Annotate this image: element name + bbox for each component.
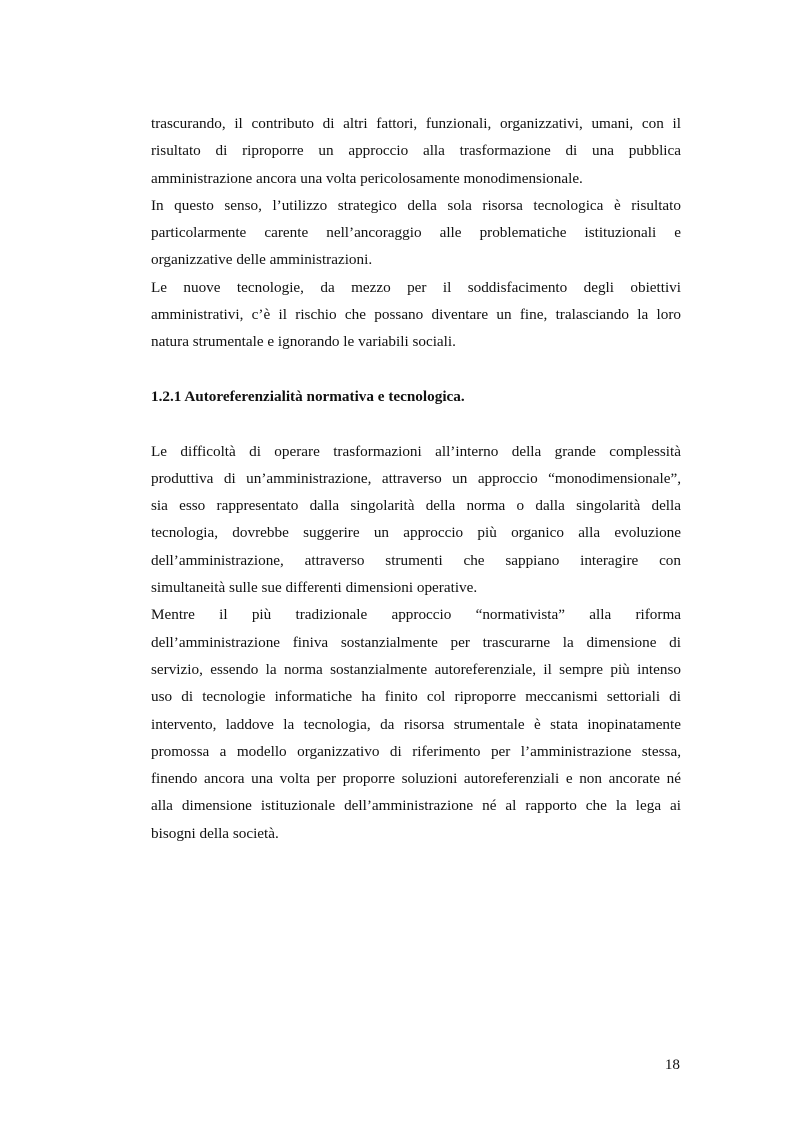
text-line: risultato di riproporre un approccio alla trasformazione di una pubblica xyxy=(151,142,681,160)
text-line: amministrazione ancora una volta pericolosamente monodimensionale. xyxy=(151,169,583,187)
text-line: simultaneità sulle sue differenti dimensioni operative. xyxy=(151,579,478,597)
text-line: produttiva di un’amministrazione, attraverso un approccio “monodimensionale”, xyxy=(151,469,681,487)
text-line: alla dimensione istituzionale dell’amministrazione né al rapporto che la lega ai xyxy=(151,797,681,815)
text-line: In questo senso, l’utilizzo strategico della sola risorsa tecnologica è risultato xyxy=(151,196,681,214)
paragraph xyxy=(151,438,681,602)
text-line: sia esso rappresentato dalla singolarità della norma o dalla singolarità della xyxy=(151,497,681,515)
text-line: tecnologia, dovrebbe suggerire un approccio più organico alla evoluzione xyxy=(151,524,681,542)
paragraph xyxy=(151,110,681,192)
text-line: intervento, laddove la tecnologia, da risorsa strumentale è stata inopinatamente xyxy=(151,715,681,733)
text-line: Le nuove tecnologie, da mezzo per il soddisfacimento degli obiettivi xyxy=(151,278,681,296)
section-heading: 1.2.1 Autoreferenzialità normativa e tecnologica. xyxy=(151,387,465,405)
spacer xyxy=(151,356,681,383)
spacer xyxy=(151,410,681,437)
text-line: amministrativi, c’è il rischio che possano diventare un fine, tralasciando la loro xyxy=(151,306,681,324)
text-line: servizio, essendo la norma sostanzialmente autoreferenziale, il sempre più intenso xyxy=(151,660,681,678)
paragraph xyxy=(151,274,681,356)
text-line: bisogni della società. xyxy=(151,824,279,842)
text-line: promossa a modello organizzativo di riferimento per l’amministrazione stessa, xyxy=(151,742,681,760)
page-number: 18 xyxy=(664,1056,680,1073)
text-line: finendo ancora una volta per proporre soluzioni autoreferenziali e non ancorate né xyxy=(151,770,681,788)
paragraph xyxy=(151,192,681,274)
paragraph xyxy=(151,601,681,847)
text-line: Le difficoltà di operare trasformazioni all’interno della grande complessità xyxy=(151,442,681,460)
text-line: dell’amministrazione, attraverso strumenti che sappiano interagire con xyxy=(151,551,681,569)
text-line: natura strumentale e ignorando le variabili sociali. xyxy=(151,333,456,351)
text-line: uso di tecnologie informatiche ha finito col riproporre meccanismi settoriali di xyxy=(151,688,681,706)
text-line: particolarmente carente nell’ancoraggio alle problematiche istituzionali e xyxy=(151,224,681,242)
text-line: dell’amministrazione finiva sostanzialmente per trascurarne la dimensione di xyxy=(151,633,681,651)
text-line: organizzative delle amministrazioni. xyxy=(151,251,373,269)
text-line: trascurando, il contributo di altri fattori, funzionali, organizzativi, umani, con il xyxy=(151,115,681,132)
page-body xyxy=(151,110,681,847)
text-line: Mentre il più tradizionale approccio “normativista” alla riforma xyxy=(151,606,681,624)
